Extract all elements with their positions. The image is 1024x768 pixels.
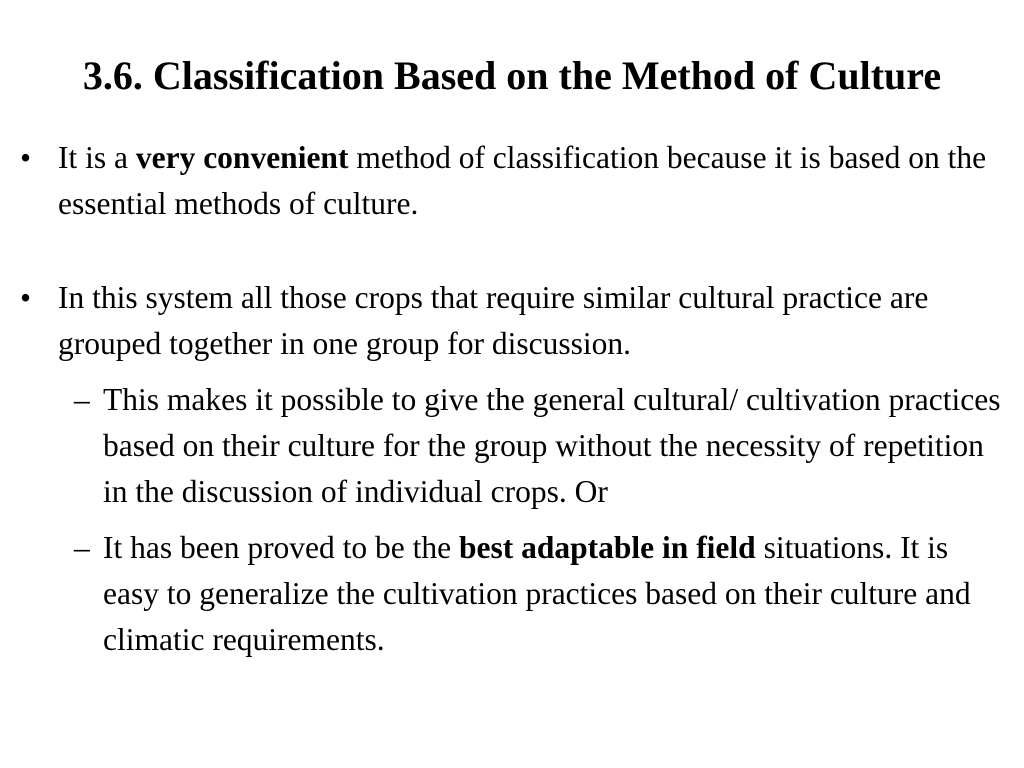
bullet-1-text-start: It is a [58, 140, 136, 175]
dash-marker: – [74, 530, 90, 565]
bullet-marker: • [20, 280, 32, 315]
bullet-1-emphasis: very convenient [135, 140, 349, 175]
bullet-point-2 [0, 275, 998, 367]
slide-title: 3.6. Classification Based on the Method of Culture [82, 53, 942, 98]
slide-body [0, 135, 1024, 663]
sub-point-1-text: This makes it possible to give the general cultural/ cultivation practices based on their culture for the group without the necessity of repetition in the discussion of individual crops. Or [103, 382, 1001, 509]
sub-point-1 [0, 377, 1003, 515]
sub-point-2 [0, 525, 1003, 663]
sub-point-2-text-start: It has been proved to be the [103, 530, 460, 565]
sub-point-2-emphasis: best adaptable in field [459, 530, 756, 565]
dash-marker: – [74, 382, 90, 417]
bullet-point-1 [0, 135, 998, 227]
bullet-2-text: In this system all those crops that require similar cultural practice are grouped together in one group for discussion. [58, 280, 929, 361]
bullet-1-text-end: method of classification because it is based on the essential methods of culture. [58, 140, 987, 221]
sub-point-2-text-end: situations. It is easy to generalize the cultivation practices based on their culture and climatic requirements. [103, 530, 971, 657]
bullet-marker: • [20, 140, 32, 175]
